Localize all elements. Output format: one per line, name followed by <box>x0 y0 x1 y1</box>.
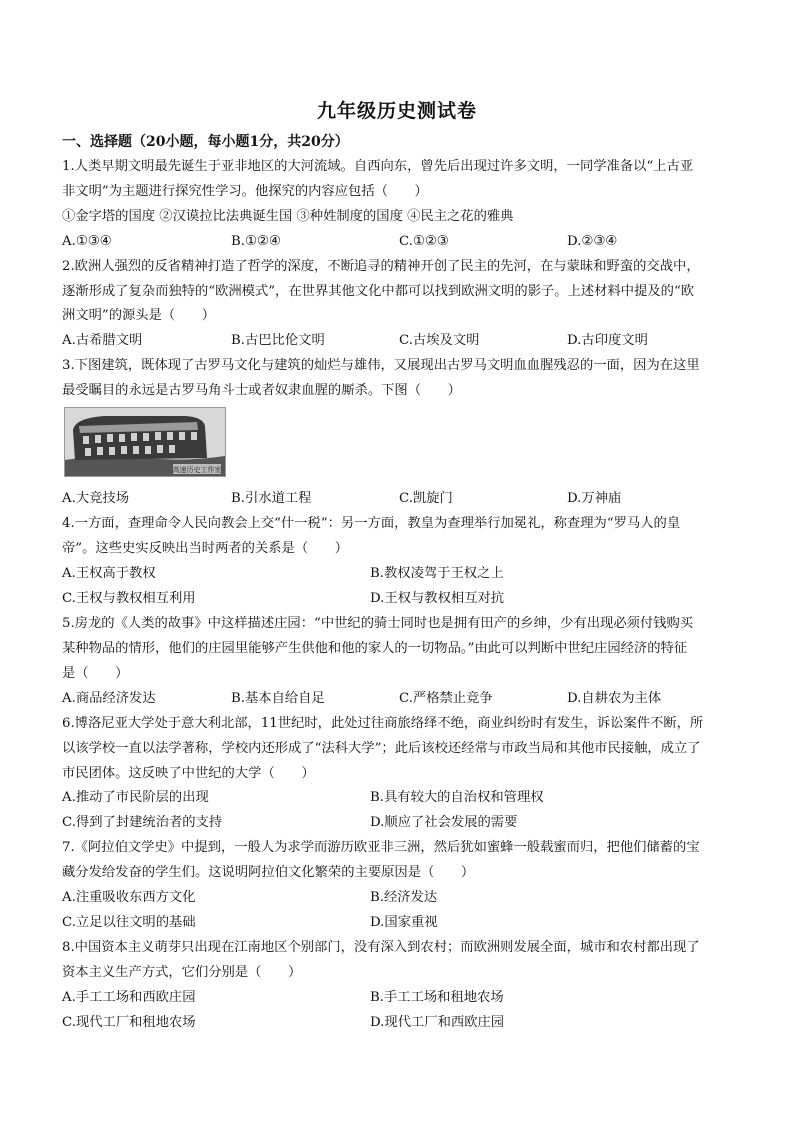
colosseum-illustration <box>65 408 225 476</box>
question-7-option-b[interactable]: B.经济发达 <box>370 890 438 905</box>
question-2-stem-line-2: 逐渐形成了复杂而独特的“欧洲模式”，在世界其他文化中都可以找到欧洲文明的影子。上述材料中提及的“欧 <box>62 284 695 299</box>
question-4-stem-line-1: 4.一方面，查理命令人民向教会上交“什一税”：另一方面，教皇为查理举行加冕礼，称查理为“罗马人的皇 <box>62 516 681 531</box>
question-2-option-b[interactable]: B.古巴比伦文明 <box>231 333 325 348</box>
section-heading: 一、选择题（20小题，每小题1分，共20分） <box>62 134 349 150</box>
page-title: 九年级历史测试卷 <box>316 100 477 122</box>
question-5-option-c[interactable]: C.严格禁止竞争 <box>399 691 493 706</box>
question-7-stem-line-2: 藏分发给发奋的学生们。这说明阿拉伯文化繁荣的主要原因是（ ） <box>62 865 475 880</box>
question-1-option-d[interactable]: D.②③④ <box>567 234 618 249</box>
question-8-option-a[interactable]: A.手工工场和西欧庄园 <box>62 990 196 1005</box>
question-2-stem-line-3: 洲文明”的源头是（ ） <box>62 308 216 323</box>
question-5-stem-line-2: 某种物品的情形，他们的庄园里能够产生供他和他的家人的一切物品。”由此可以判断中世纪庄园经济的特征 <box>62 641 688 656</box>
question-8-option-c[interactable]: C.现代工厂和租地农场 <box>62 1015 196 1030</box>
question-2-stem-line-1: 2.欧洲人强烈的反省精神打造了哲学的深度，不断追寻的精神开创了民主的先河，在与蒙昧和野蛮的交战中， <box>62 259 700 274</box>
question-7-option-d[interactable]: D.国家重视 <box>370 915 438 930</box>
question-8-stem-line-2: 资本主义生产方式，它们分别是（ ） <box>62 965 302 980</box>
question-3-option-c[interactable]: C.凯旋门 <box>399 491 453 506</box>
question-7-option-a[interactable]: A.注重吸收东西方文化 <box>62 890 196 905</box>
colosseum-photo <box>64 407 226 477</box>
question-4-option-a[interactable]: A.王权高于教权 <box>62 566 156 581</box>
question-4-option-c[interactable]: C.王权与教权相互利用 <box>62 591 196 606</box>
question-5-option-b[interactable]: B.基本自给自足 <box>231 691 325 706</box>
question-8-option-d[interactable]: D.现代工厂和西欧庄园 <box>370 1015 505 1030</box>
question-1-option-b[interactable]: B.①②④ <box>231 234 281 249</box>
question-6-option-c[interactable]: C.得到了封建统治者的支持 <box>62 815 223 830</box>
question-3-stem-line-1: 3.下图建筑，既体现了古罗马文化与建筑的灿烂与雄伟，又展现出古罗马文明血血腥残忍的一面，因为在这里 <box>62 358 700 373</box>
question-5-stem-line-3: 是（ ） <box>62 666 129 681</box>
question-4-option-d[interactable]: D.王权与教权相互对抗 <box>370 591 505 606</box>
question-6-option-d[interactable]: D.顺应了社会发展的需要 <box>370 815 518 830</box>
question-5-stem-line-1: 5.房龙的《人类的故事》中这样描述庄园：“中世纪的骑士同时也是拥有田产的乡绅，少有出现必须付钱购买 <box>62 616 694 631</box>
question-6-stem-line-1: 6.博洛尼亚大学处于意大利北部，11世纪时，此处过往商旅络绎不绝，商业纠纷时有发生，诉讼案件不断，所 <box>62 716 704 731</box>
image-watermark: 高速历史工作室 <box>172 466 222 474</box>
question-8-stem-line-1: 8.中国资本主义萌芽只出现在江南地区个别部门，没有深入到农村；而欧洲则发展全面，城市和农村都出现了 <box>62 940 700 955</box>
question-7-option-c[interactable]: C.立足以往文明的基础 <box>62 915 196 930</box>
question-5-option-a[interactable]: A.商品经济发达 <box>62 691 156 706</box>
question-5-option-d[interactable]: D.自耕农为主体 <box>567 691 662 706</box>
question-6-stem-line-2: 以该学校一直以法学著称，学校内还形成了“法科大学”；此后该校还经常与市政当局和其他市民接触，成立了 <box>62 741 701 756</box>
question-3-stem-line-2: 最受瞩目的永远是古罗马角斗士或者奴隶血腥的厮杀。下图（ ） <box>62 383 461 398</box>
question-1-option-c[interactable]: C.①②③ <box>399 234 449 249</box>
question-2-option-c[interactable]: C.古埃及文明 <box>399 333 480 348</box>
question-4-stem-line-2: 帝”。这些史实反映出当时两者的关系是（ ） <box>62 541 349 556</box>
question-6-option-b[interactable]: B.具有较大的自治权和管理权 <box>370 790 544 805</box>
question-4-option-b[interactable]: B.教权凌驾于王权之上 <box>370 566 504 581</box>
question-3-option-d[interactable]: D.万神庙 <box>567 491 622 506</box>
question-1-option-a[interactable]: A.①③④ <box>62 234 112 249</box>
question-1-stem-line-3: ①金字塔的国度 ②汉谟拉比法典诞生国 ③种姓制度的国度 ④民主之花的雅典 <box>62 209 514 224</box>
question-1-stem-line-1: 1.人类早期文明最先诞生于亚非地区的大河流域。自西向东，曾先后出现过许多文明，一同学准备以“上古亚 <box>62 159 694 174</box>
question-8-option-b[interactable]: B.手工工场和租地农场 <box>370 990 504 1005</box>
question-6-stem-line-3: 市民团体。这反映了中世纪的大学（ ） <box>62 766 315 781</box>
question-3-option-b[interactable]: B.引水道工程 <box>231 491 312 506</box>
question-7-stem-line-1: 7.《阿拉伯文学史》中提到，一般人为求学而游历欧亚非三洲，然后犹如蜜蜂一般载蜜而归，把他们储蓄的宝 <box>62 840 700 855</box>
question-1-stem-line-2: 非文明”为主题进行探究性学习。他探究的内容应包括（ ） <box>62 184 428 199</box>
question-2-option-d[interactable]: D.古印度文明 <box>567 333 648 348</box>
question-2-option-a[interactable]: A.古希腊文明 <box>62 333 143 348</box>
question-3-option-a[interactable]: A.大竞技场 <box>62 491 130 506</box>
question-6-option-a[interactable]: A.推动了市民阶层的出现 <box>62 790 209 805</box>
